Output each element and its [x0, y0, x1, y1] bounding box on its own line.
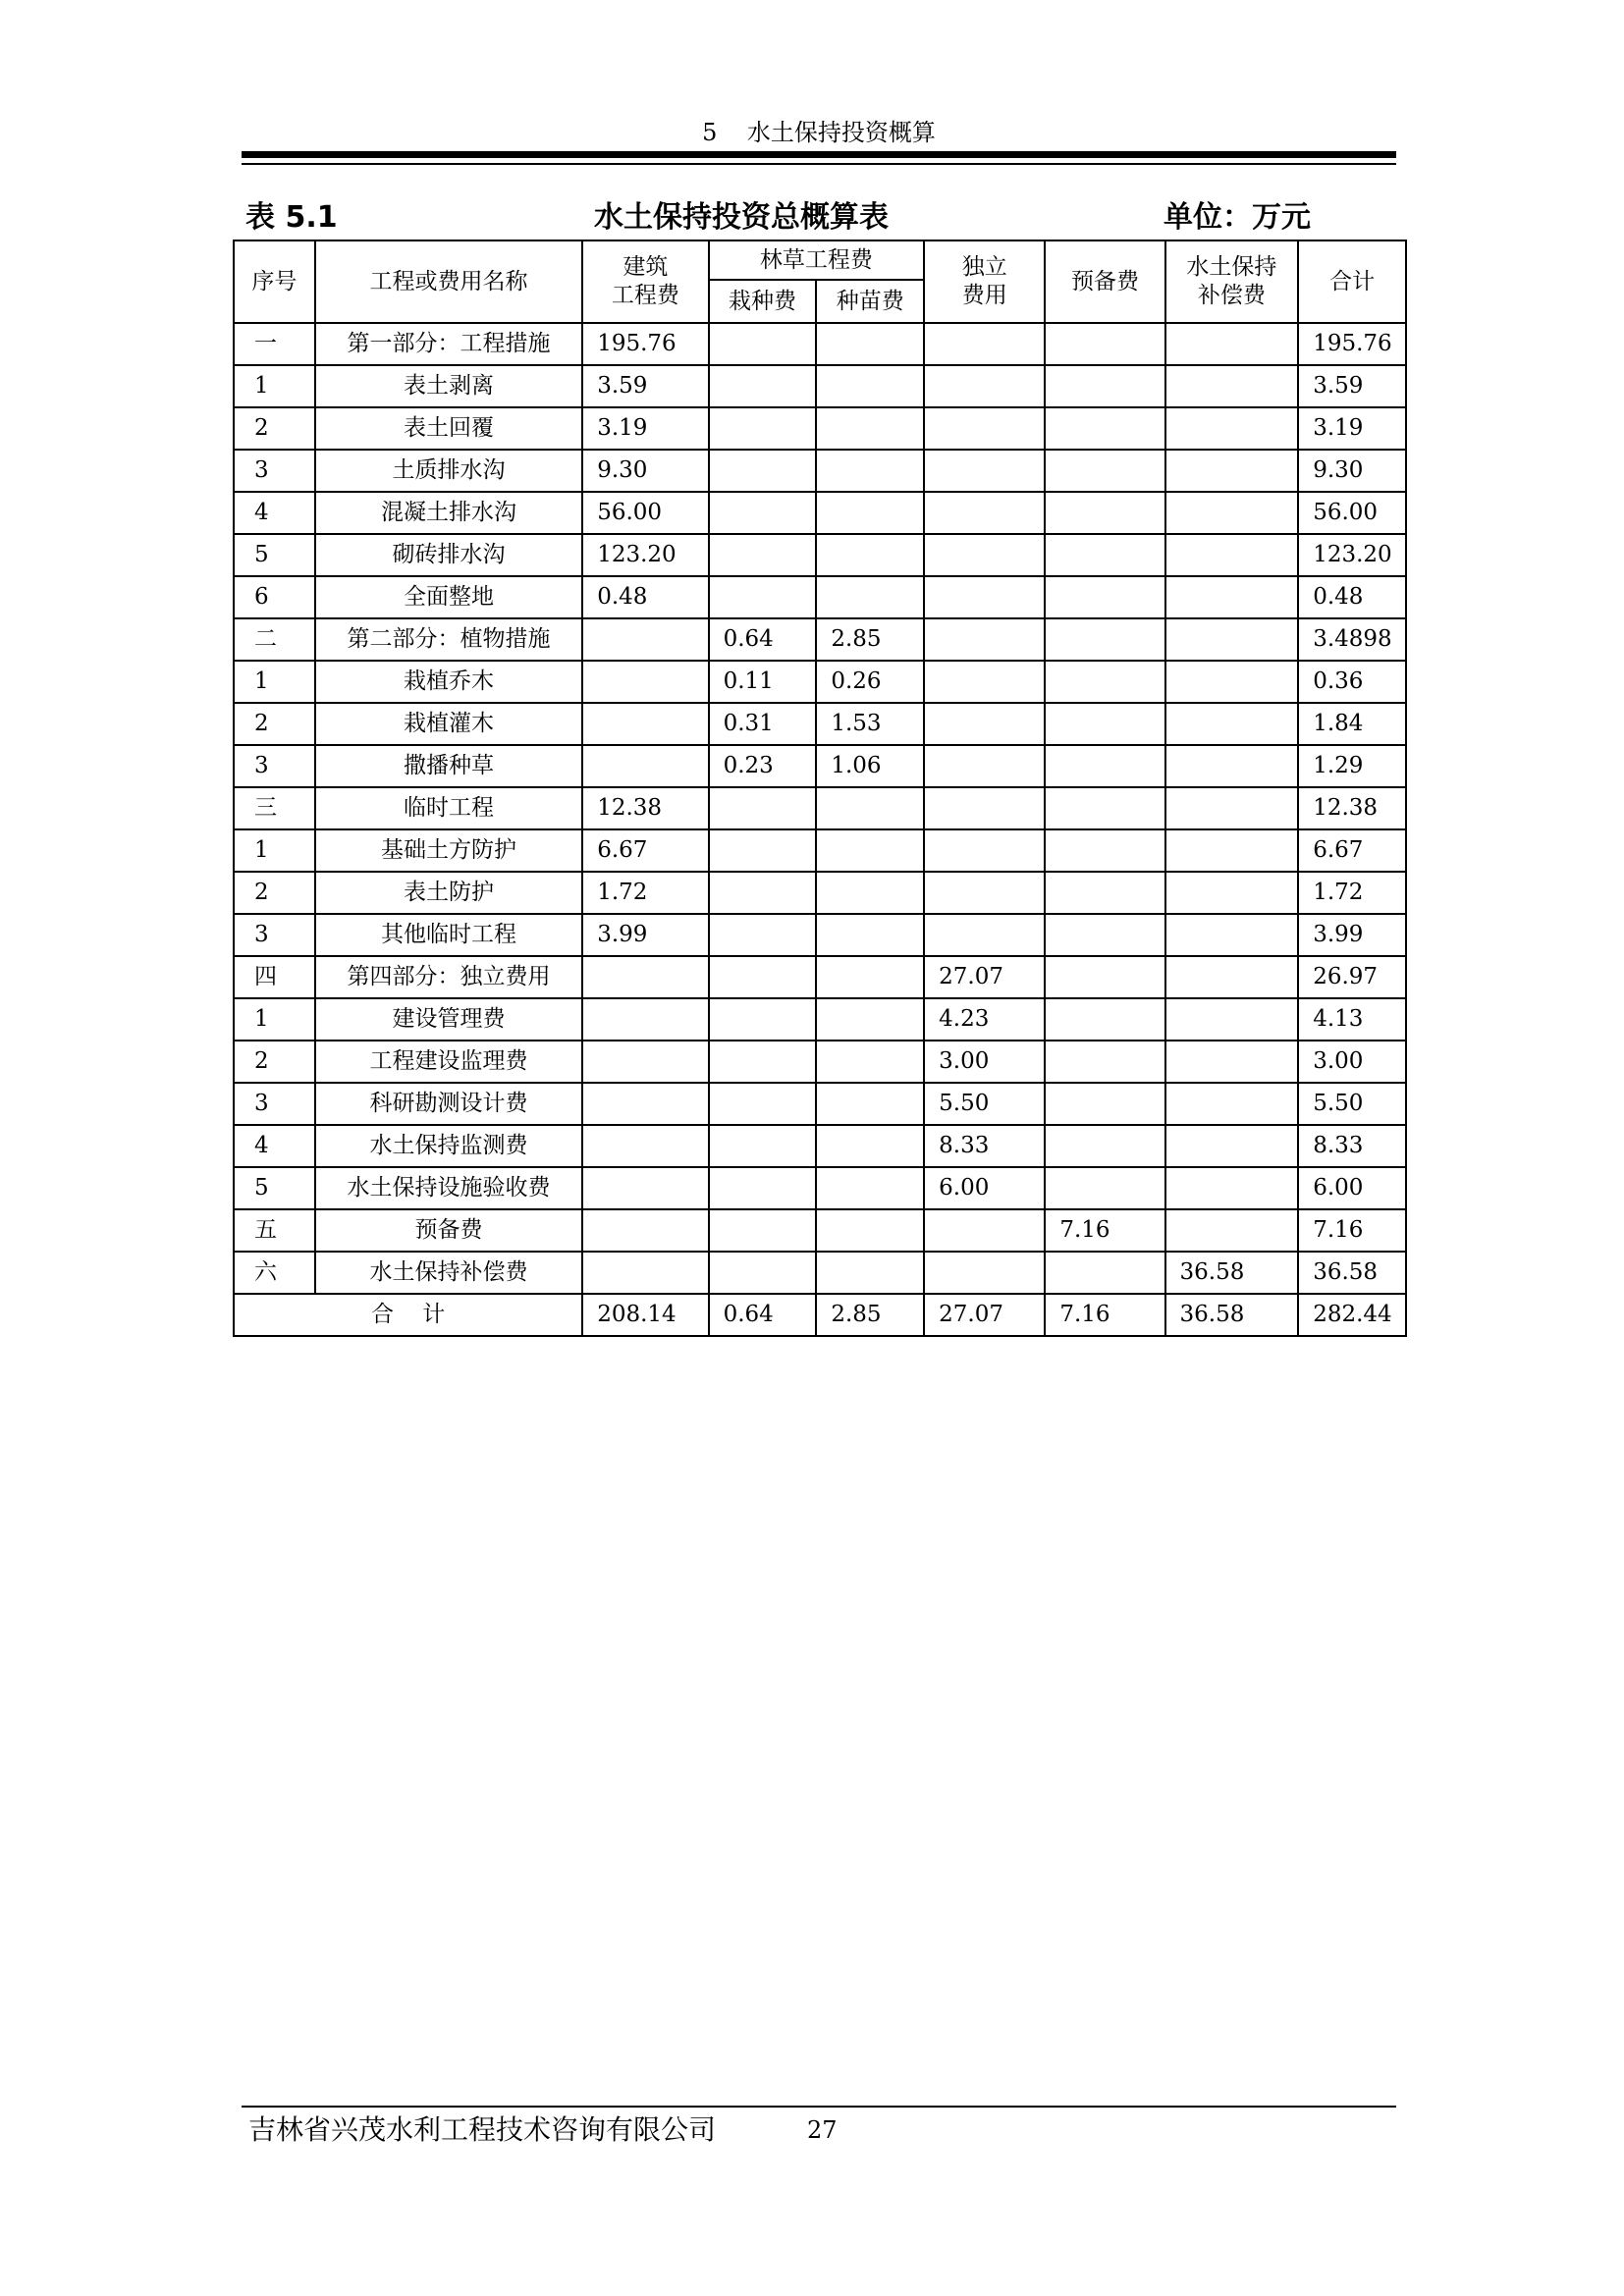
- footer-company: 吉林省兴茂水利工程技术咨询有限公司: [248, 2113, 717, 2146]
- row-reserve: [1045, 745, 1164, 787]
- row-independent: [924, 914, 1045, 956]
- row-total: 123.20: [1298, 534, 1406, 576]
- row-seq: 六: [234, 1252, 315, 1294]
- row-reserve: [1045, 956, 1164, 998]
- row-compensation: [1165, 323, 1299, 365]
- row-total: 3.19: [1298, 407, 1406, 450]
- row-name: 水土保持补偿费: [315, 1252, 582, 1294]
- row-reserve: [1045, 829, 1164, 872]
- table-row: [234, 787, 1406, 829]
- row-independent: [924, 787, 1045, 829]
- row-name: 建设管理费: [315, 998, 582, 1041]
- row-total: 6.00: [1298, 1167, 1406, 1209]
- table-row: [234, 492, 1406, 534]
- row-independent: 8.33: [924, 1125, 1045, 1167]
- row-construction: 3.99: [582, 914, 708, 956]
- footer-rule: [242, 2106, 1396, 2108]
- row-compensation: [1165, 914, 1299, 956]
- row-total: 12.38: [1298, 787, 1406, 829]
- row-planting: 0.64: [709, 618, 817, 661]
- header-rule-thick: [242, 151, 1396, 158]
- row-name: 科研勘测设计费: [315, 1083, 582, 1125]
- row-name: 基础土方防护: [315, 829, 582, 872]
- row-construction: 0.48: [582, 576, 708, 618]
- table-row: [234, 534, 1406, 576]
- row-seedling: [816, 576, 924, 618]
- row-total: 7.16: [1298, 1209, 1406, 1252]
- row-reserve: [1045, 576, 1164, 618]
- table-number: 表 5.1: [245, 200, 338, 235]
- row-seedling: 1.53: [816, 703, 924, 745]
- row-compensation: [1165, 576, 1299, 618]
- row-seq: 3: [234, 1083, 315, 1125]
- table-body: [234, 323, 1406, 1294]
- row-planting: 0.23: [709, 745, 817, 787]
- row-planting: [709, 1125, 817, 1167]
- row-independent: [924, 1209, 1045, 1252]
- table-unit: 单位：万元: [1164, 200, 1311, 235]
- row-name: 全面整地: [315, 576, 582, 618]
- row-planting: [709, 914, 817, 956]
- row-construction: [582, 1041, 708, 1083]
- row-independent: [924, 618, 1045, 661]
- row-seq: 4: [234, 1125, 315, 1167]
- table-row: [234, 1209, 1406, 1252]
- header-rule-thin: [242, 163, 1396, 165]
- total-independent: 27.07: [924, 1294, 1045, 1336]
- row-seq: 5: [234, 534, 315, 576]
- row-seedling: [816, 1041, 924, 1083]
- row-compensation: [1165, 1125, 1299, 1167]
- row-independent: 5.50: [924, 1083, 1045, 1125]
- row-seedling: [816, 407, 924, 450]
- table-row: [234, 323, 1406, 365]
- row-seq: 3: [234, 914, 315, 956]
- table-row: [234, 1041, 1406, 1083]
- row-total: 3.99: [1298, 914, 1406, 956]
- total-seedling: 2.85: [816, 1294, 924, 1336]
- row-planting: [709, 998, 817, 1041]
- header-total: 合计: [1298, 240, 1406, 323]
- row-name: 第四部分：独立费用: [315, 956, 582, 998]
- row-total: 4.13: [1298, 998, 1406, 1041]
- row-name: 表土回覆: [315, 407, 582, 450]
- row-independent: 4.23: [924, 998, 1045, 1041]
- row-total: 56.00: [1298, 492, 1406, 534]
- row-reserve: [1045, 492, 1164, 534]
- total-construction: 208.14: [582, 1294, 708, 1336]
- row-planting: [709, 576, 817, 618]
- row-seq: 2: [234, 872, 315, 914]
- row-planting: [709, 1252, 817, 1294]
- row-seedling: [816, 914, 924, 956]
- row-compensation: [1165, 829, 1299, 872]
- row-independent: [924, 1252, 1045, 1294]
- row-seedling: [816, 450, 924, 492]
- row-planting: [709, 1083, 817, 1125]
- row-total: 1.29: [1298, 745, 1406, 787]
- row-construction: 6.67: [582, 829, 708, 872]
- row-name: 撒播种草: [315, 745, 582, 787]
- table-row: [234, 914, 1406, 956]
- row-seedling: [816, 1167, 924, 1209]
- row-compensation: [1165, 998, 1299, 1041]
- row-compensation: [1165, 872, 1299, 914]
- row-compensation: [1165, 618, 1299, 661]
- row-total: 1.84: [1298, 703, 1406, 745]
- table-row: [234, 618, 1406, 661]
- row-independent: [924, 703, 1045, 745]
- row-total: 3.00: [1298, 1041, 1406, 1083]
- row-planting: 0.31: [709, 703, 817, 745]
- row-seedling: [816, 1083, 924, 1125]
- row-total: 0.48: [1298, 576, 1406, 618]
- table-row: [234, 703, 1406, 745]
- row-reserve: [1045, 534, 1164, 576]
- row-name: 表土防护: [315, 872, 582, 914]
- row-compensation: [1165, 745, 1299, 787]
- row-planting: [709, 1167, 817, 1209]
- row-planting: [709, 365, 817, 407]
- row-total: 195.76: [1298, 323, 1406, 365]
- row-seedling: [816, 534, 924, 576]
- row-seedling: [816, 365, 924, 407]
- row-construction: [582, 703, 708, 745]
- row-compensation: [1165, 703, 1299, 745]
- row-compensation: [1165, 1041, 1299, 1083]
- row-construction: [582, 1167, 708, 1209]
- row-construction: 12.38: [582, 787, 708, 829]
- row-construction: [582, 661, 708, 703]
- row-seq: 1: [234, 829, 315, 872]
- row-name: 第二部分：植物措施: [315, 618, 582, 661]
- row-construction: [582, 745, 708, 787]
- header-compensation: 水土保持 补偿费: [1165, 240, 1299, 323]
- table-row: [234, 1083, 1406, 1125]
- header-name: 工程或费用名称: [315, 240, 582, 323]
- row-reserve: [1045, 1041, 1164, 1083]
- row-independent: [924, 323, 1045, 365]
- table-row: [234, 1252, 1406, 1294]
- total-reserve: 7.16: [1045, 1294, 1164, 1336]
- table-row: [234, 1167, 1406, 1209]
- row-seq: 1: [234, 998, 315, 1041]
- row-name: 栽植乔木: [315, 661, 582, 703]
- table-row: [234, 956, 1406, 998]
- table-row: [234, 872, 1406, 914]
- row-compensation: [1165, 661, 1299, 703]
- row-seedling: [816, 956, 924, 998]
- row-name: 水土保持监测费: [315, 1125, 582, 1167]
- row-seedling: [816, 323, 924, 365]
- row-name: 砌砖排水沟: [315, 534, 582, 576]
- row-name: 临时工程: [315, 787, 582, 829]
- row-planting: [709, 1209, 817, 1252]
- row-name: 第一部分：工程措施: [315, 323, 582, 365]
- row-seedling: [816, 872, 924, 914]
- row-reserve: [1045, 365, 1164, 407]
- row-compensation: [1165, 365, 1299, 407]
- row-independent: [924, 872, 1045, 914]
- row-construction: 195.76: [582, 323, 708, 365]
- table-title: 水土保持投资总概算表: [594, 200, 889, 235]
- table-row: [234, 998, 1406, 1041]
- row-construction: [582, 618, 708, 661]
- row-construction: 1.72: [582, 872, 708, 914]
- row-independent: [924, 745, 1045, 787]
- row-name: 其他临时工程: [315, 914, 582, 956]
- row-name: 预备费: [315, 1209, 582, 1252]
- running-head: 5 水土保持投资概算: [702, 119, 936, 146]
- row-reserve: [1045, 661, 1164, 703]
- row-seq: 二: [234, 618, 315, 661]
- row-planting: [709, 956, 817, 998]
- row-independent: [924, 829, 1045, 872]
- row-seq: 2: [234, 1041, 315, 1083]
- table-total-row: [234, 1294, 1406, 1336]
- table-header: [234, 240, 1406, 323]
- row-compensation: [1165, 1083, 1299, 1125]
- total-compensation: 36.58: [1165, 1294, 1299, 1336]
- row-seedling: [816, 492, 924, 534]
- row-name: 表土剥离: [315, 365, 582, 407]
- row-seq: 4: [234, 492, 315, 534]
- header-seedling: 种苗费: [816, 280, 924, 323]
- total-row: [234, 1294, 1406, 1336]
- row-independent: [924, 661, 1045, 703]
- row-seq: 3: [234, 745, 315, 787]
- row-compensation: [1165, 407, 1299, 450]
- row-reserve: [1045, 914, 1164, 956]
- table-row: [234, 829, 1406, 872]
- row-reserve: [1045, 618, 1164, 661]
- row-independent: 6.00: [924, 1167, 1045, 1209]
- row-reserve: [1045, 1167, 1164, 1209]
- row-reserve: [1045, 407, 1164, 450]
- row-independent: [924, 492, 1045, 534]
- row-construction: [582, 1209, 708, 1252]
- row-compensation: [1165, 492, 1299, 534]
- header-planting: 栽种费: [709, 280, 817, 323]
- row-name: 工程建设监理费: [315, 1041, 582, 1083]
- row-seq: 五: [234, 1209, 315, 1252]
- row-planting: [709, 1041, 817, 1083]
- row-seedling: [816, 829, 924, 872]
- row-compensation: 36.58: [1165, 1252, 1299, 1294]
- row-seq: 2: [234, 703, 315, 745]
- row-seq: 三: [234, 787, 315, 829]
- row-construction: 3.19: [582, 407, 708, 450]
- header-construction: 建筑 工程费: [582, 240, 708, 323]
- page-number: 27: [807, 2116, 838, 2144]
- table-row: [234, 450, 1406, 492]
- row-construction: [582, 1083, 708, 1125]
- row-independent: [924, 534, 1045, 576]
- row-total: 8.33: [1298, 1125, 1406, 1167]
- row-construction: [582, 1125, 708, 1167]
- row-total: 0.36: [1298, 661, 1406, 703]
- row-reserve: [1045, 787, 1164, 829]
- row-construction: 56.00: [582, 492, 708, 534]
- row-reserve: 7.16: [1045, 1209, 1164, 1252]
- row-construction: [582, 956, 708, 998]
- row-construction: 3.59: [582, 365, 708, 407]
- row-total: 26.97: [1298, 956, 1406, 998]
- row-compensation: [1165, 534, 1299, 576]
- row-independent: [924, 365, 1045, 407]
- row-construction: [582, 1252, 708, 1294]
- row-seq: 1: [234, 365, 315, 407]
- row-seedling: [816, 1209, 924, 1252]
- total-label: 合 计: [234, 1294, 582, 1336]
- table-row: [234, 1125, 1406, 1167]
- row-name: 栽植灌木: [315, 703, 582, 745]
- row-compensation: [1165, 1167, 1299, 1209]
- row-planting: [709, 323, 817, 365]
- row-seq: 6: [234, 576, 315, 618]
- row-planting: [709, 492, 817, 534]
- row-total: 6.67: [1298, 829, 1406, 872]
- row-compensation: [1165, 1209, 1299, 1252]
- row-reserve: [1045, 703, 1164, 745]
- row-planting: [709, 450, 817, 492]
- total-total: 282.44: [1298, 1294, 1406, 1336]
- row-total: 1.72: [1298, 872, 1406, 914]
- row-compensation: [1165, 956, 1299, 998]
- row-independent: [924, 576, 1045, 618]
- row-independent: [924, 407, 1045, 450]
- row-seq: 5: [234, 1167, 315, 1209]
- row-reserve: [1045, 998, 1164, 1041]
- row-name: 水土保持设施验收费: [315, 1167, 582, 1209]
- table-row: [234, 365, 1406, 407]
- row-reserve: [1045, 450, 1164, 492]
- table-row: [234, 576, 1406, 618]
- row-reserve: [1045, 872, 1164, 914]
- row-seedling: [816, 1125, 924, 1167]
- row-construction: 9.30: [582, 450, 708, 492]
- table-row: [234, 745, 1406, 787]
- row-name: 混凝土排水沟: [315, 492, 582, 534]
- header-independent: 独立 费用: [924, 240, 1045, 323]
- table-caption: [245, 196, 1326, 240]
- row-total: 3.59: [1298, 365, 1406, 407]
- row-reserve: [1045, 1125, 1164, 1167]
- row-independent: 3.00: [924, 1041, 1045, 1083]
- row-compensation: [1165, 787, 1299, 829]
- row-seedling: 1.06: [816, 745, 924, 787]
- row-reserve: [1045, 1252, 1164, 1294]
- row-total: 5.50: [1298, 1083, 1406, 1125]
- row-reserve: [1045, 323, 1164, 365]
- row-construction: 123.20: [582, 534, 708, 576]
- row-total: 3.4898: [1298, 618, 1406, 661]
- row-independent: 27.07: [924, 956, 1045, 998]
- row-seq: 3: [234, 450, 315, 492]
- row-planting: [709, 407, 817, 450]
- row-seedling: 0.26: [816, 661, 924, 703]
- total-planting: 0.64: [709, 1294, 817, 1336]
- header-reserve: 预备费: [1045, 240, 1164, 323]
- row-seedling: [816, 1252, 924, 1294]
- row-seedling: [816, 787, 924, 829]
- row-seq: 2: [234, 407, 315, 450]
- row-seedling: [816, 998, 924, 1041]
- row-seq: 一: [234, 323, 315, 365]
- table-row: [234, 661, 1406, 703]
- row-seedling: 2.85: [816, 618, 924, 661]
- row-total: 9.30: [1298, 450, 1406, 492]
- header-seq: 序号: [234, 240, 315, 323]
- row-seq: 1: [234, 661, 315, 703]
- header-forest-grass: 林草工程费: [709, 240, 925, 280]
- row-construction: [582, 998, 708, 1041]
- row-name: 土质排水沟: [315, 450, 582, 492]
- row-planting: [709, 829, 817, 872]
- row-total: 36.58: [1298, 1252, 1406, 1294]
- row-planting: [709, 534, 817, 576]
- row-planting: [709, 872, 817, 914]
- table-row: [234, 407, 1406, 450]
- row-planting: 0.11: [709, 661, 817, 703]
- row-compensation: [1165, 450, 1299, 492]
- row-planting: [709, 787, 817, 829]
- row-seq: 四: [234, 956, 315, 998]
- row-independent: [924, 450, 1045, 492]
- row-reserve: [1045, 1083, 1164, 1125]
- budget-table: [233, 240, 1407, 1337]
